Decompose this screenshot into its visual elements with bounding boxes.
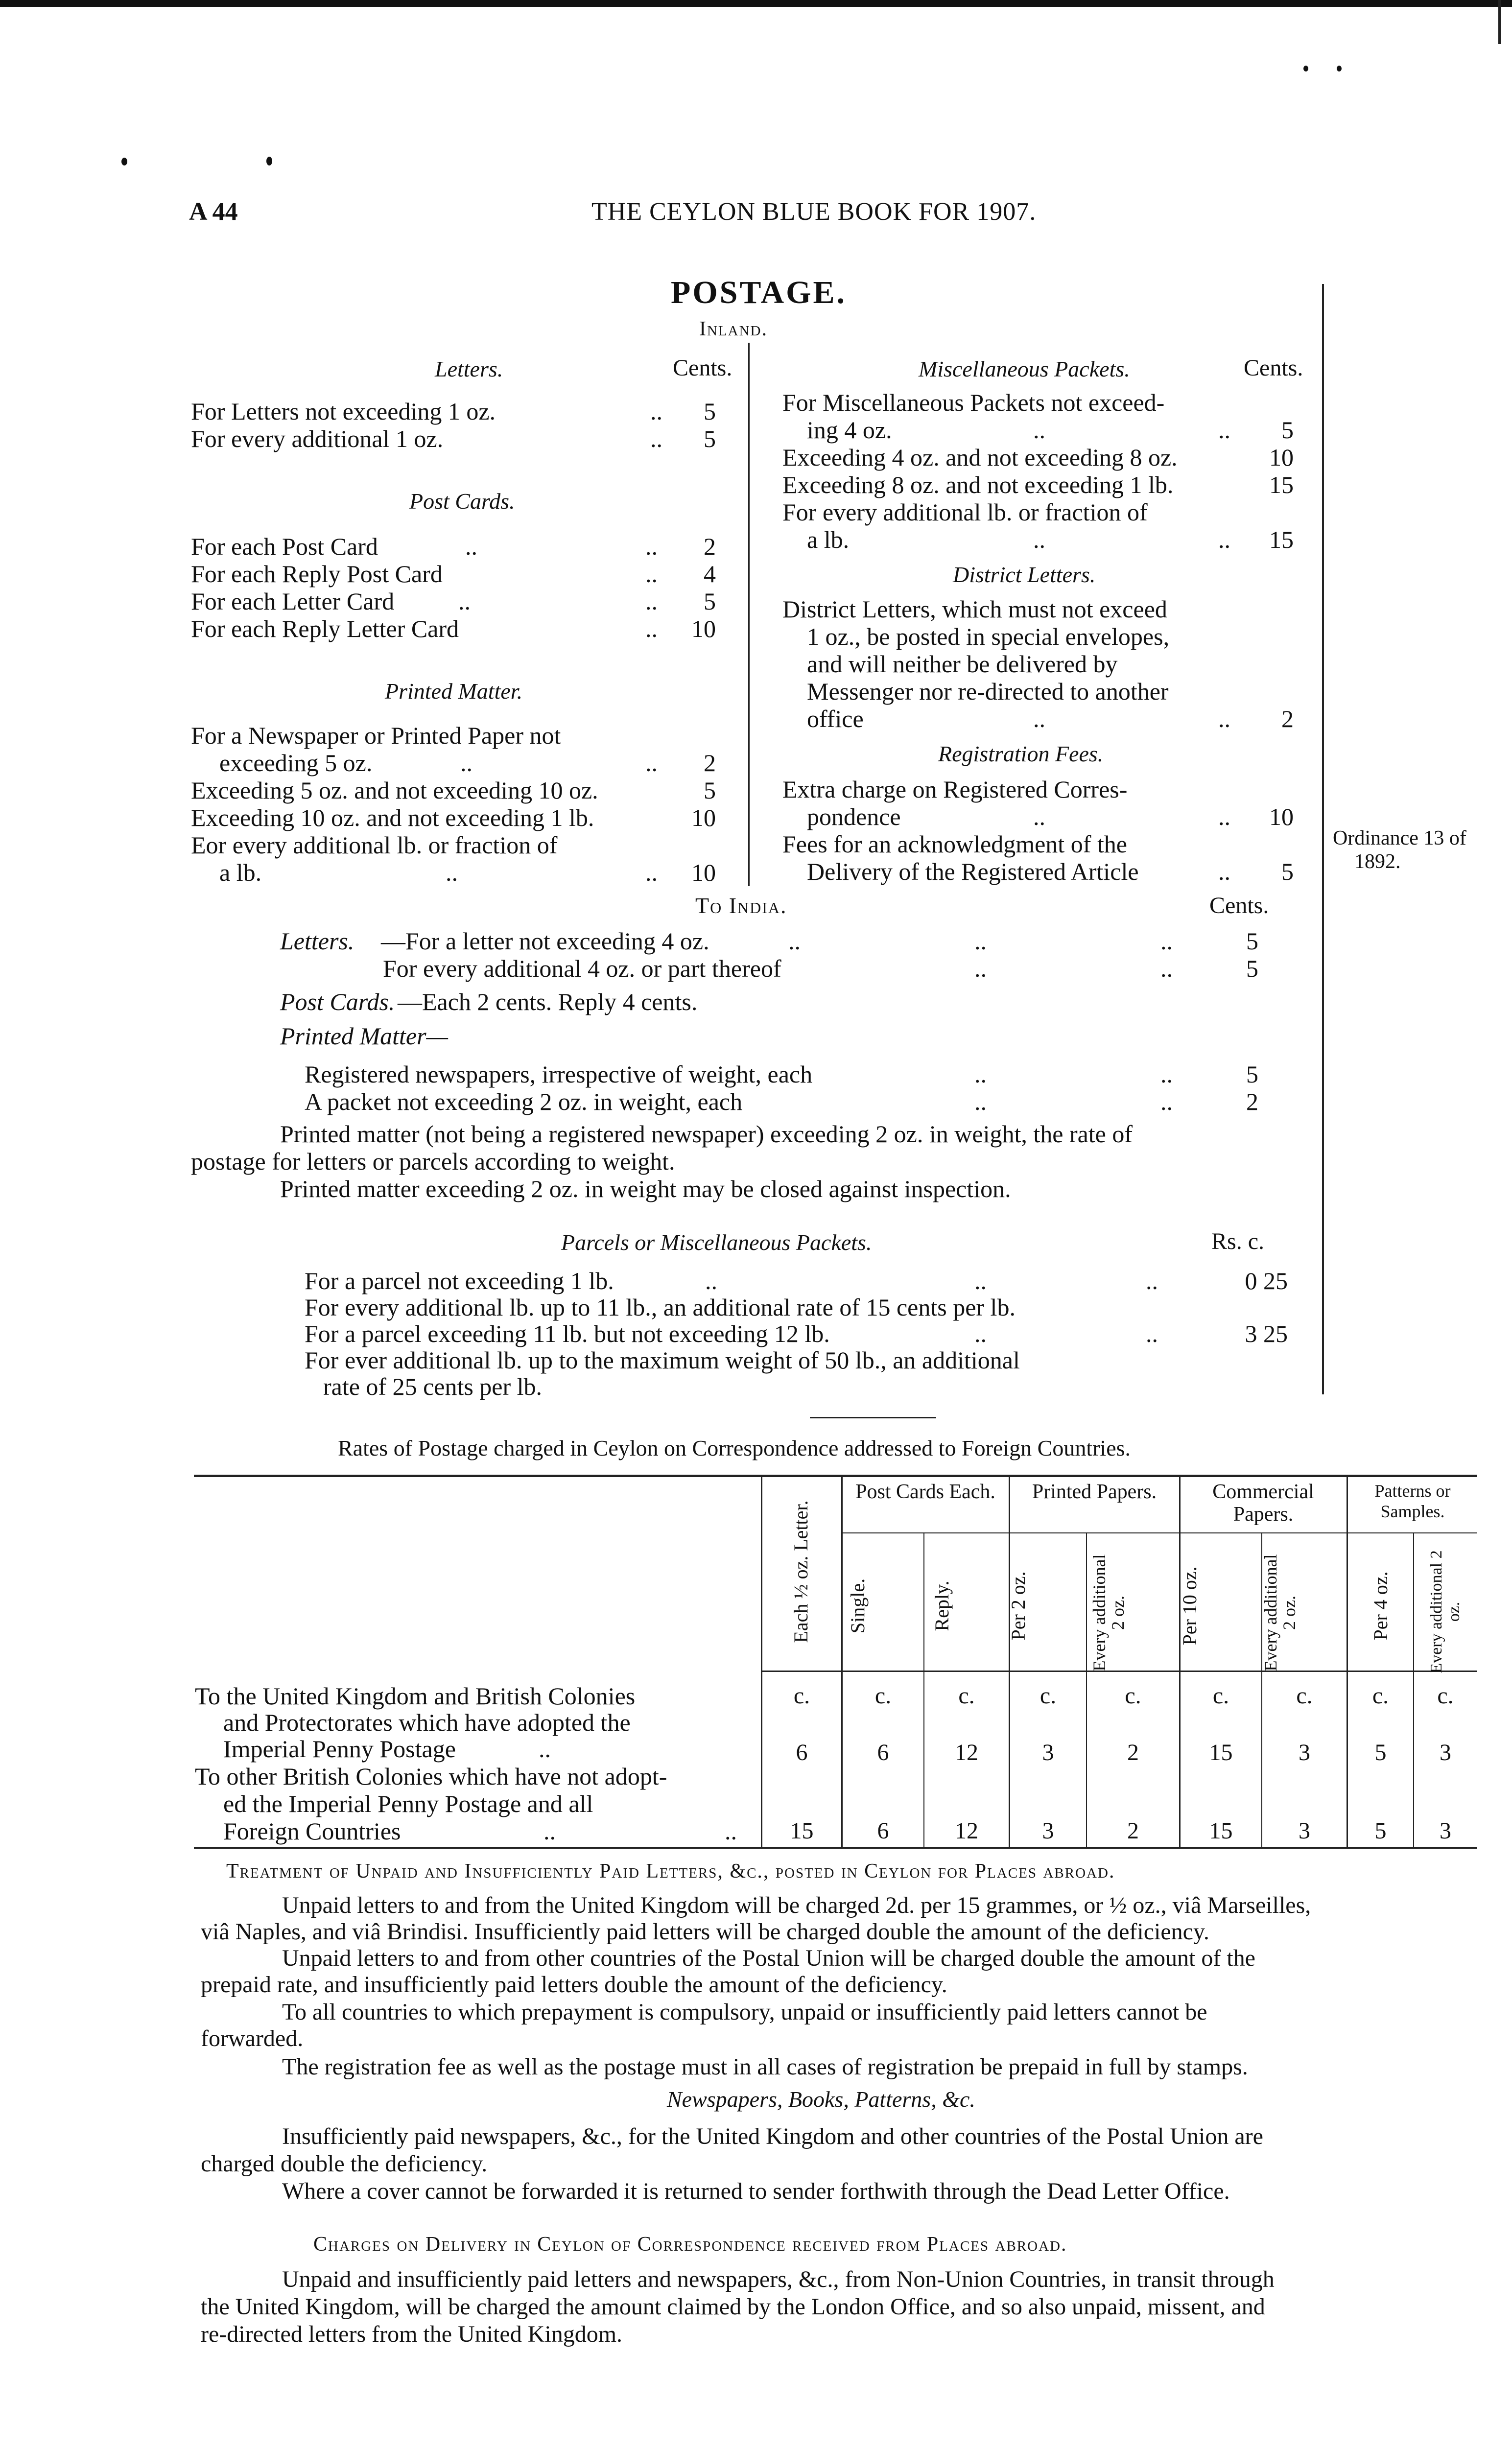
rate-cell: 2 bbox=[1127, 1740, 1139, 1765]
news-heading: Newspapers, Books, Patterns, &c. bbox=[667, 2087, 975, 2112]
group-head-commercial: Commercial Papers. bbox=[1212, 1481, 1314, 1526]
column-header: Reply. bbox=[931, 1580, 953, 1631]
rate-cell: 6 bbox=[877, 1740, 889, 1765]
parcels-row-label: For a parcel not exceeding 1 lb. bbox=[305, 1267, 614, 1295]
rate-cell: 3 bbox=[1299, 1740, 1310, 1765]
misc-row-value: 10 bbox=[1269, 444, 1294, 471]
rate-cell: 5 bbox=[1374, 1740, 1387, 1765]
treatment-line: Unpaid letters to and from other countries of the Postal Union will be charged double the amount of the bbox=[282, 1945, 1255, 1971]
group-head-printed: Printed Papers. bbox=[1032, 1481, 1157, 1503]
treatment-line: Unpaid letters to and from the United Kingdom will be charged 2d. per 15 grammes, or ½ oz., viâ Marseilles, bbox=[282, 1892, 1311, 1918]
letters-heading: Letters. bbox=[435, 356, 503, 381]
section-rule bbox=[810, 1417, 936, 1418]
district-row-label: District Letters, which must not exceed bbox=[782, 595, 1167, 623]
printed-row-value: 10 bbox=[691, 859, 716, 886]
district-row-label: 1 oz., be posted in special envelopes, bbox=[807, 623, 1170, 650]
printed-row-value: 2 bbox=[704, 749, 716, 777]
speck bbox=[1303, 66, 1308, 71]
table-col-line bbox=[1347, 1475, 1348, 1848]
unit-cell: c. bbox=[1437, 1683, 1454, 1709]
charges-line: the United Kingdom, will be charged the amount claimed by the London Office, and so also unpaid, missent, and bbox=[201, 2294, 1265, 2320]
treatment-line: viâ Naples, and viâ Brindisi. Insufficiently paid letters will be charged double the amount of the deficiency. bbox=[201, 1919, 1209, 1945]
foreign-row-label: Imperial Penny Postage bbox=[223, 1735, 456, 1763]
misc-row-label: ing 4 oz. bbox=[807, 416, 892, 444]
letters-row-label: For every additional 1 oz. bbox=[191, 425, 444, 452]
table-group-rule bbox=[842, 1532, 1477, 1533]
registration-row-label: pondence bbox=[807, 803, 901, 830]
letters-row-value: 5 bbox=[704, 398, 716, 425]
rate-cell: 2 bbox=[1127, 1818, 1139, 1844]
parcels-unit-head: Rs. c. bbox=[1211, 1228, 1264, 1254]
group-head-patterns: Patterns or Samples. bbox=[1374, 1481, 1451, 1521]
printed-row-label: For a Newspaper or Printed Paper not bbox=[191, 722, 561, 749]
india-printed-value: 2 bbox=[1246, 1088, 1258, 1115]
post-cards-row-value: 4 bbox=[704, 560, 716, 588]
parcels-row-label: For ever additional lb. up to the maximum weight of 50 lb., an additional bbox=[305, 1346, 1020, 1374]
misc-row-value: 15 bbox=[1269, 471, 1294, 498]
speck bbox=[266, 157, 272, 165]
unit-cell: c. bbox=[1040, 1683, 1057, 1709]
treatment-line: To all countries to which prepayment is compulsory, unpaid or insufficiently paid letters cannot be bbox=[282, 1999, 1207, 2025]
charges-line: Unpaid and insufficiently paid letters and newspapers, &c., from Non-Union Countries, in transit through bbox=[282, 2266, 1275, 2292]
speck bbox=[1337, 66, 1342, 71]
column-header: Single. bbox=[847, 1578, 869, 1634]
margin-note: 1892. bbox=[1354, 850, 1401, 873]
rate-cell: 6 bbox=[877, 1818, 889, 1844]
treatment-line: The registration fee as well as the postage must in all cases of registration be prepaid in full by stamps. bbox=[282, 2054, 1248, 2080]
misc-row-value: 15 bbox=[1269, 526, 1294, 553]
printed-row-label: exceeding 5 oz. bbox=[219, 749, 373, 777]
registration-row-value: 5 bbox=[1281, 858, 1294, 885]
column-header: Every additional 2 oz. bbox=[1261, 1554, 1299, 1671]
column-header: Every additional 2 oz. bbox=[1427, 1550, 1463, 1673]
printed-row-label: a lb. bbox=[219, 859, 262, 886]
post-cards-row-label: For each Reply Letter Card bbox=[191, 615, 459, 642]
district-row-label: office bbox=[807, 705, 864, 732]
treatment-line: forwarded. bbox=[201, 2025, 304, 2051]
unit-cell: c. bbox=[1212, 1683, 1229, 1709]
rate-cell: 6 bbox=[796, 1740, 808, 1765]
district-row-value: 2 bbox=[1281, 705, 1294, 732]
news-line: Where a cover cannot be forwarded it is returned to sender forthwith through the Dead Letter Office. bbox=[282, 2178, 1230, 2204]
printed-row-label: Eor every additional lb. or fraction of bbox=[191, 831, 558, 859]
speck bbox=[121, 158, 127, 165]
parcels-row-label: rate of 25 cents per lb. bbox=[323, 1373, 543, 1400]
foreign-table-title: Rates of Postage charged in Ceylon on Correspondence addressed to Foreign Countries. bbox=[338, 1436, 1131, 1460]
column-header: Per 10 oz. bbox=[1179, 1566, 1201, 1646]
right-edge-mark bbox=[1498, 0, 1501, 44]
top-border bbox=[0, 0, 1512, 7]
column-header: Every additional 2 oz. bbox=[1089, 1554, 1128, 1671]
news-line: Insufficiently paid newspapers, &c., for the United Kingdom and other countries of the Postal Union are bbox=[282, 2123, 1263, 2149]
column-header: Each ½ oz. Letter. bbox=[790, 1500, 812, 1643]
district-row-label: and will neither be delivered by bbox=[807, 650, 1118, 678]
parcels-row-label: For every additional lb. up to 11 lb., an additional rate of 15 cents per lb. bbox=[305, 1294, 1016, 1321]
news-line: charged double the deficiency. bbox=[201, 2151, 488, 2177]
india-post-cards-text: —Each 2 cents. Reply 4 cents. bbox=[398, 988, 698, 1015]
table-top-rule bbox=[194, 1475, 1477, 1477]
post-cards-row-label: For each Post Card bbox=[191, 533, 378, 560]
rate-cell: 3 bbox=[1440, 1740, 1451, 1765]
foreign-row-label: Foreign Countries bbox=[223, 1817, 401, 1845]
charges-title: Charges on Delivery in Ceylon of Correspondence received from Places abroad. bbox=[313, 2233, 1067, 2256]
rate-cell: 15 bbox=[790, 1818, 814, 1844]
misc-row-label: Exceeding 4 oz. and not exceeding 8 oz. bbox=[782, 444, 1178, 471]
parcels-heading: Parcels or Miscellaneous Packets. bbox=[561, 1230, 872, 1255]
post-cards-heading: Post Cards. bbox=[409, 489, 515, 514]
post-cards-row-label: For each Letter Card bbox=[191, 588, 395, 615]
district-heading: District Letters. bbox=[953, 562, 1096, 587]
rate-cell: 15 bbox=[1209, 1818, 1233, 1844]
parcels-row-value: 3 25 bbox=[1245, 1320, 1288, 1347]
misc-row-label: For Miscellaneous Packets not exceed- bbox=[782, 389, 1165, 416]
post-cards-row-value: 10 bbox=[691, 615, 716, 642]
printed-row-label: Exceeding 10 oz. and not exceeding 1 lb. bbox=[191, 804, 594, 831]
india-printed-value: 5 bbox=[1246, 1060, 1258, 1088]
rate-cell: 3 bbox=[1042, 1740, 1054, 1765]
parcels-row-label: For a parcel exceeding 11 lb. but not exceeding 12 lb. bbox=[305, 1320, 830, 1347]
column-header: Per 4 oz. bbox=[1370, 1571, 1392, 1641]
printed-matter-heading: Printed Matter. bbox=[385, 679, 523, 704]
india-letters-label: Letters. bbox=[280, 927, 354, 955]
india-heading: To India. bbox=[695, 893, 787, 918]
printed-row-value: 10 bbox=[691, 804, 716, 831]
registration-row-label: Extra charge on Registered Corres- bbox=[782, 776, 1128, 803]
rate-cell: 3 bbox=[1042, 1818, 1054, 1844]
post-cards-row-label: For each Reply Post Card bbox=[191, 560, 443, 588]
misc-row-value: 5 bbox=[1281, 416, 1294, 444]
india-letters-value: 5 bbox=[1246, 927, 1258, 955]
treatment-line: prepaid rate, and insufficiently paid letters double the amount of the deficiency. bbox=[201, 1972, 947, 1998]
registration-heading: Registration Fees. bbox=[938, 741, 1104, 766]
unit-cell: c. bbox=[1125, 1683, 1141, 1709]
rate-cell: 15 bbox=[1209, 1740, 1233, 1765]
misc-row-label: a lb. bbox=[807, 526, 850, 553]
rate-cell: 3 bbox=[1440, 1818, 1451, 1844]
parcels-row-value: 0 25 bbox=[1245, 1267, 1288, 1295]
india-printed-label: Printed Matter— bbox=[280, 1022, 449, 1050]
printed-row-label: Exceeding 5 oz. and not exceeding 10 oz. bbox=[191, 777, 598, 804]
foreign-row-label: To the United Kingdom and British Colonies bbox=[195, 1682, 636, 1710]
rate-cell: 12 bbox=[955, 1740, 978, 1765]
printed-row-value: 5 bbox=[704, 777, 716, 804]
post-cards-row-value: 2 bbox=[704, 533, 716, 560]
india-letters-value: 5 bbox=[1246, 955, 1258, 982]
page-number: A 44 bbox=[189, 198, 238, 226]
india-post-cards-label: Post Cards. bbox=[280, 988, 395, 1015]
india-cents-head: Cents. bbox=[1209, 893, 1269, 918]
right-bracket-line bbox=[1322, 284, 1324, 1394]
rate-cell: 3 bbox=[1299, 1818, 1310, 1844]
india-printed-text: Printed matter (not being a registered newspaper) exceeding 2 oz. in weight, the rate of bbox=[280, 1120, 1133, 1148]
unit-cell: c. bbox=[874, 1683, 892, 1709]
india-printed-text: A packet not exceeding 2 oz. in weight, each bbox=[305, 1088, 743, 1115]
table-bottom-rule bbox=[194, 1847, 1477, 1849]
treatment-title: Treatment of Unpaid and Insufficiently Paid Letters, &c., posted in Ceylon for Places abroad. bbox=[226, 1860, 1115, 1883]
foreign-row-label: To other British Colonies which have not adopt- bbox=[195, 1763, 667, 1790]
misc-row-label: Exceeding 8 oz. and not exceeding 1 lb. bbox=[782, 471, 1174, 498]
letters-row-label: For Letters not exceeding 1 oz. bbox=[191, 398, 496, 425]
letters-cents-head: Cents. bbox=[673, 355, 732, 381]
letters-row-value: 5 bbox=[704, 425, 716, 452]
charges-line: re-directed letters from the United Kingdom. bbox=[201, 2321, 623, 2347]
unit-cell: c. bbox=[793, 1683, 810, 1709]
foreign-row-label: ed the Imperial Penny Postage and all bbox=[223, 1790, 593, 1817]
unit-cell: c. bbox=[1296, 1683, 1313, 1709]
india-printed-text: Printed matter exceeding 2 oz. in weight may be closed against inspection. bbox=[280, 1175, 1011, 1202]
margin-note: Ordinance 13 of bbox=[1333, 827, 1466, 849]
misc-cents-head: Cents. bbox=[1244, 355, 1303, 381]
misc-row-label: For every additional lb. or fraction of bbox=[782, 498, 1148, 526]
india-printed-text: Registered newspapers, irrespective of weight, each bbox=[305, 1060, 813, 1088]
inland-heading: Inland. bbox=[699, 318, 768, 340]
rate-cell: 5 bbox=[1374, 1818, 1387, 1844]
group-head-post-cards: Post Cards Each. bbox=[855, 1481, 995, 1503]
district-row-label: Messenger nor re-directed to another bbox=[807, 678, 1169, 705]
india-letters-text: For every additional 4 oz. or part thereof bbox=[383, 955, 781, 982]
column-header: Per 2 oz. bbox=[1007, 1571, 1029, 1641]
post-cards-row-value: 5 bbox=[704, 588, 716, 615]
foreign-row-label: and Protectorates which have adopted the bbox=[223, 1709, 631, 1736]
column-divider bbox=[748, 343, 750, 886]
rate-cell: 12 bbox=[955, 1818, 978, 1844]
registration-row-value: 10 bbox=[1269, 803, 1294, 830]
india-letters-text: —For a letter not exceeding 4 oz. bbox=[381, 927, 709, 955]
table-col-line bbox=[841, 1475, 843, 1848]
table-col-line bbox=[761, 1475, 762, 1848]
india-printed-text: postage for letters or parcels according to weight. bbox=[191, 1148, 675, 1175]
registration-row-label: Delivery of the Registered Article bbox=[807, 858, 1139, 885]
unit-cell: c. bbox=[958, 1683, 975, 1709]
postage-title: POSTAGE. bbox=[671, 275, 847, 310]
misc-heading: Miscellaneous Packets. bbox=[919, 356, 1130, 381]
unit-cell: c. bbox=[1372, 1683, 1389, 1709]
registration-row-label: Fees for an acknowledgment of the bbox=[782, 830, 1127, 858]
page-header-title: THE CEYLON BLUE BOOK FOR 1907. bbox=[591, 198, 1037, 226]
